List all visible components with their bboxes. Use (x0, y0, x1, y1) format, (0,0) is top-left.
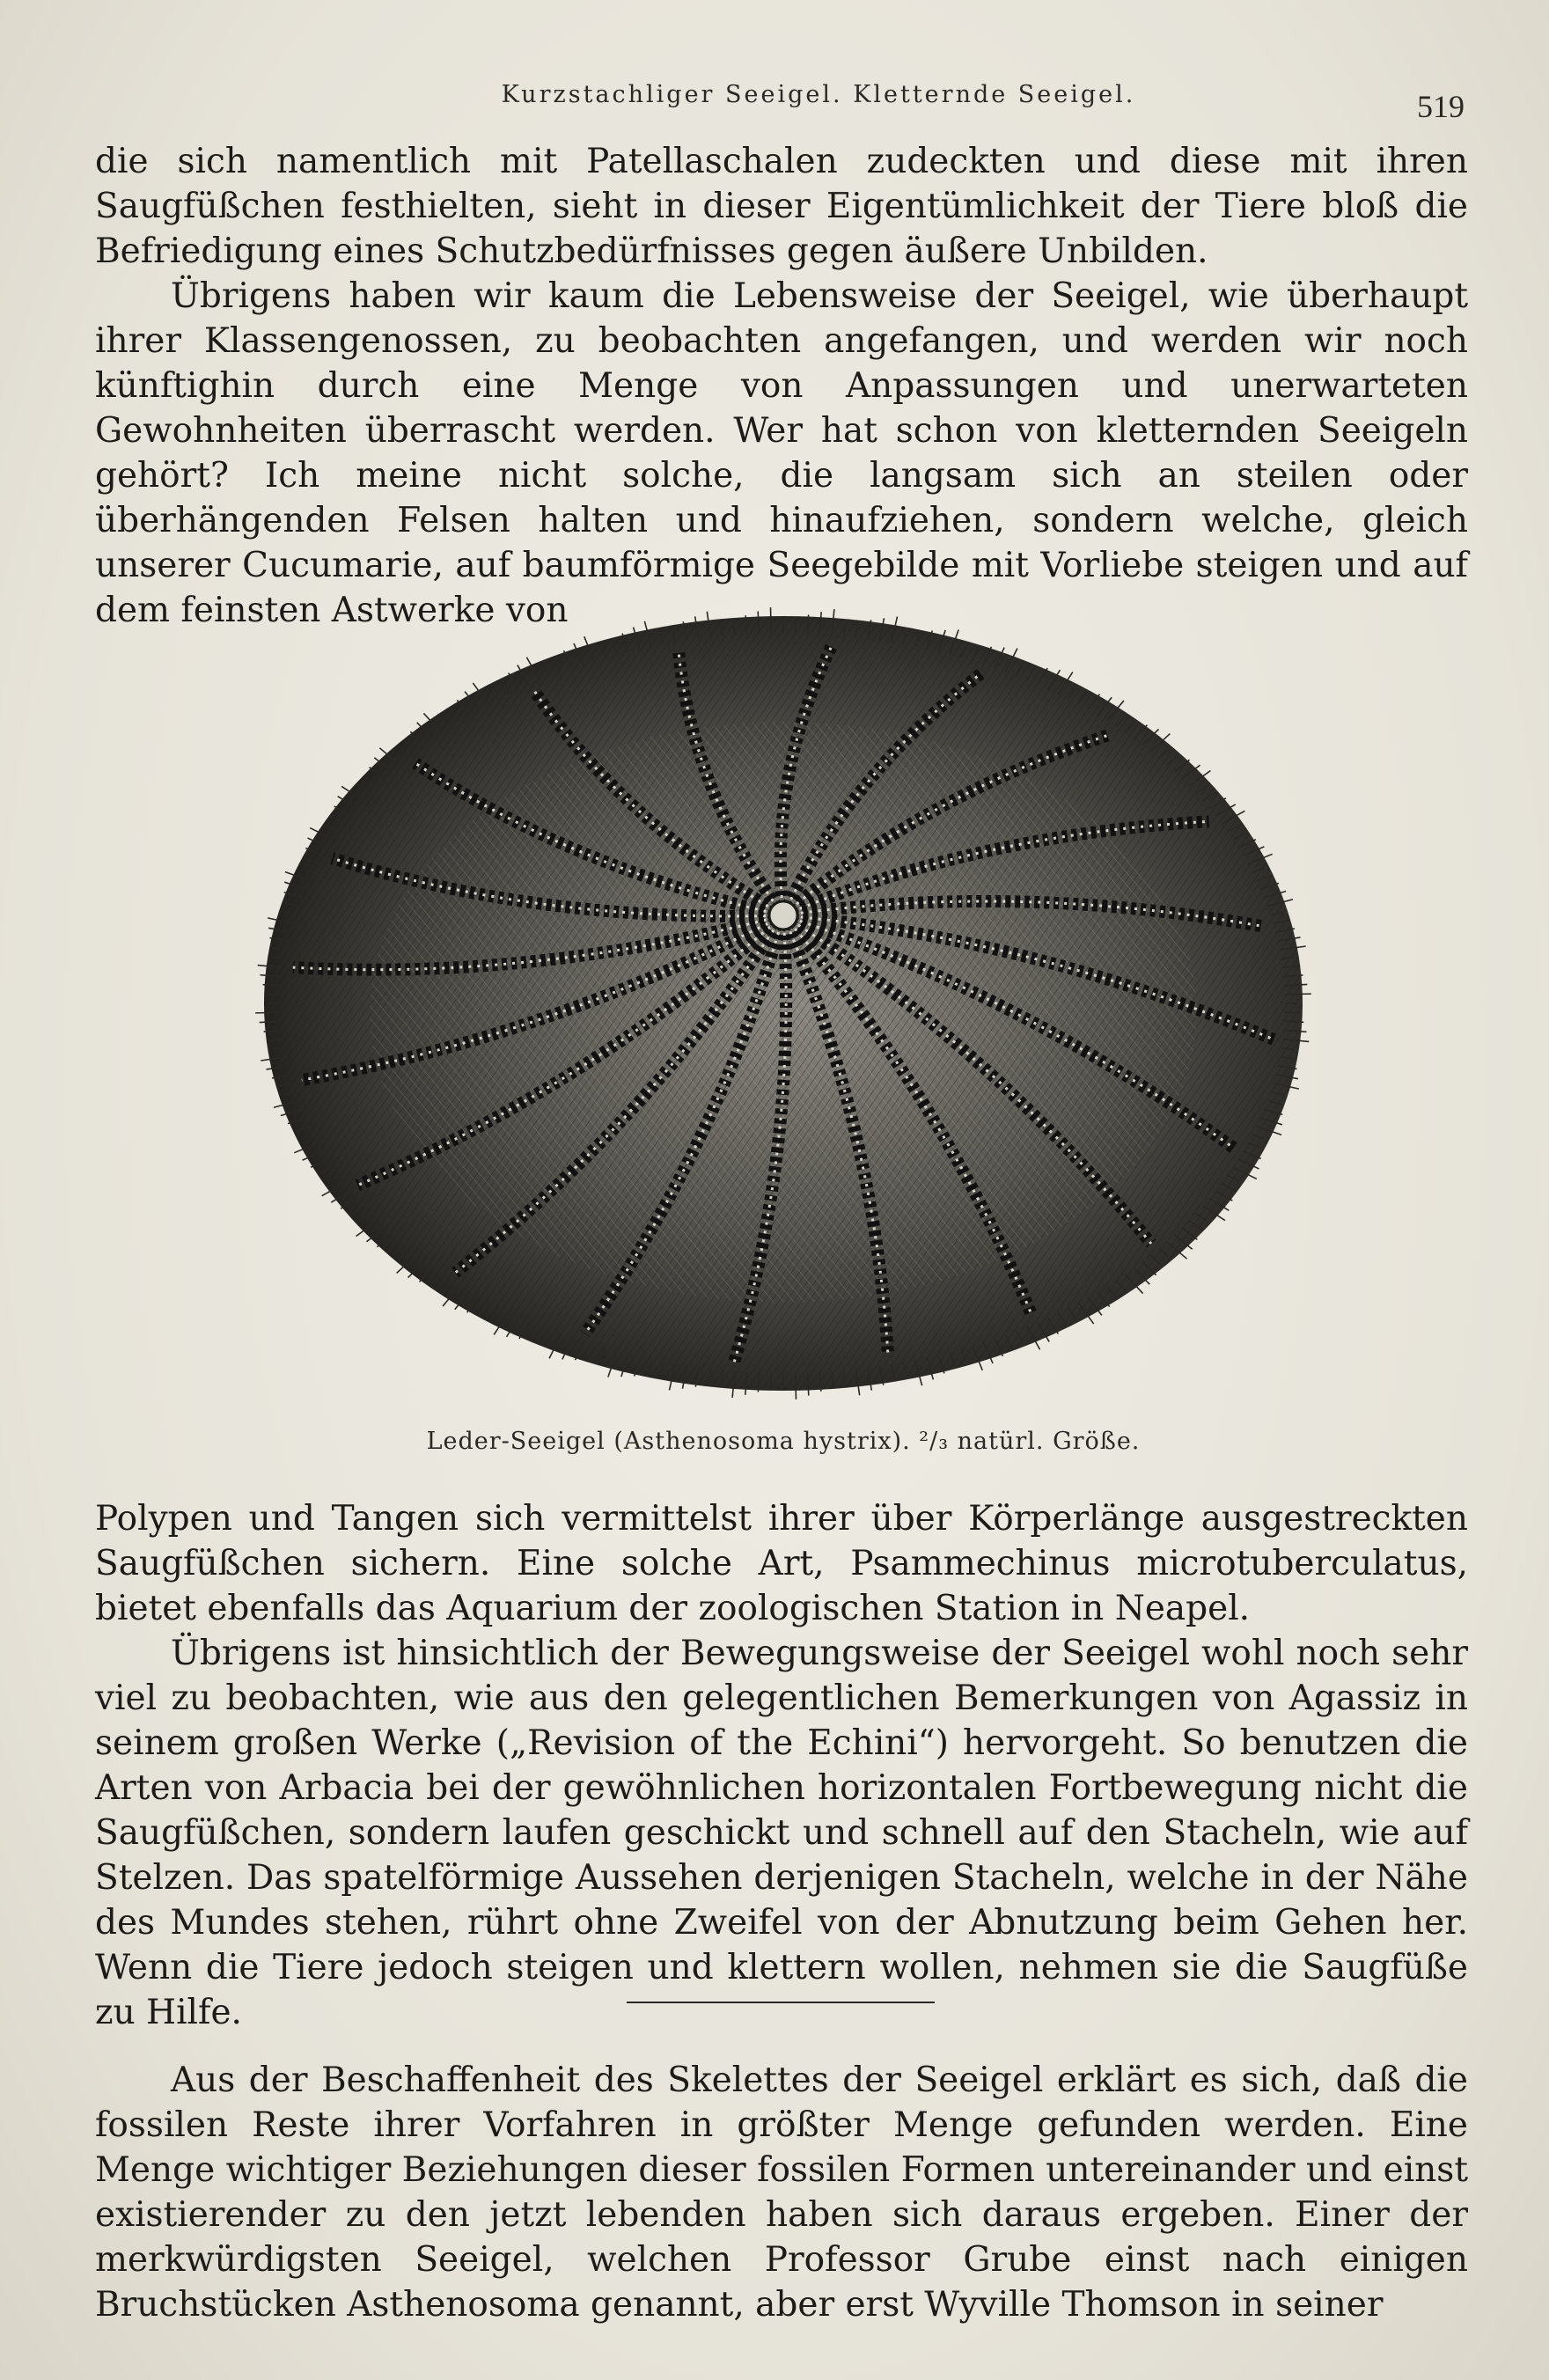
urchin-body (255, 607, 1311, 1399)
paragraph-polyps: Polypen und Tangen sich vermittelst ihrer über Körperlänge ausgestreckten Saugfüßchen sichern. Eine solche Art, Psammechinus microtuberculatus, bietet ebenfalls das Aquarium der zoologischen Station in Neapel. (95, 1499, 1468, 1628)
figure-caption: Leder-Seeigel (Asthenosoma hystrix). ²/₃ natürl. Größe. (426, 1428, 1141, 1455)
spine (758, 1373, 759, 1392)
engraving-drawing (255, 599, 1311, 1408)
paragraph-climbing-urchins: Übrigens haben wir kaum die Lebensweise der Seeigel, wie überhaupt ihrer Klassengenossen, zu beobachten angefangen, und werden wir noch künftighin durch eine Menge von Anpassungen und unerwarteten Gewohnheiten überrascht werden. Wer hat schon von kletternden Seeigeln gehört? Ich meine nicht solche, die langsam sich an steilen oder überhängenden Felsen halten und hinaufziehen, sondern welche, gleich unserer Cucumarie, auf baumförmige Seegebilde mit Vorliebe steigen und auf dem feinsten Astwerke von (95, 276, 1468, 630)
paragraph-fossils: Aus der Beschaffenheit des Skelettes der Seeigel erklärt es sich, daß die fossilen Reste ihrer Vorfahren in größter Menge gefunden werden. Eine Menge wichtiger Beziehungen dieser fossilen Formen untereinander und einst existierender zu den jetzt lebenden haben sich daraus ergeben. Einer der merkwürdigsten Seeigel, welchen Professor Grube einst nach einigen Bruchstücken Asthenosoma genannt, aber erst Wyville Thomson in seiner (95, 2060, 1468, 2325)
sea-urchin-illustration (255, 599, 1311, 1408)
paragraph-locomotion: Übrigens ist hinsichtlich der Bewegungsweise der Seeigel wohl noch sehr viel zu beobachten, wie aus den gelegentlichen Bemerkungen von Agassiz in seinem großen Werke („Revision of the Echini“) hervorgeht. So benutzen die Arten von Arbacia bei der gewöhnlichen horizontalen Fortbewegung nicht die Saugfüßchen, sondern laufen geschickt und schnell auf den Stacheln, wie auf Stelzen. Das spatelförmige Aussehen derjenigen Stacheln, welche in der Nähe des Mundes stehen, rührt ohne Zweifel von der Abnutzung beim Gehen her. Wenn die Tiere jedoch steigen und klettern wollen, nehmen sie die Saugfüße zu Hilfe. (95, 1634, 1468, 2032)
spine (255, 1012, 282, 1013)
paragraph-continuation: die sich namentlich mit Patellaschalen zudeckten und diese mit ihren Saugfüßchen festhielten, sieht in dieser Eigentümlichkeit der Tiere bloß die Befriedigung eines Schutzbedürfnisses gegen äußere Unbilden. (95, 142, 1468, 271)
spine (771, 607, 772, 634)
text-block-middle (95, 1496, 1468, 2035)
spine (1285, 994, 1311, 995)
apical-disc (769, 901, 797, 929)
section-divider (627, 2002, 935, 2003)
spine (1284, 1021, 1303, 1022)
spine (796, 1373, 797, 1399)
text-block-bottom (95, 2058, 1468, 2327)
spine (808, 615, 809, 635)
running-head: Kurzstachliger Seeigel. Kletternde Seeigel. (501, 81, 1136, 108)
spine (263, 985, 283, 986)
page-number: 519 (1417, 89, 1465, 124)
text-block-top (95, 139, 1468, 633)
